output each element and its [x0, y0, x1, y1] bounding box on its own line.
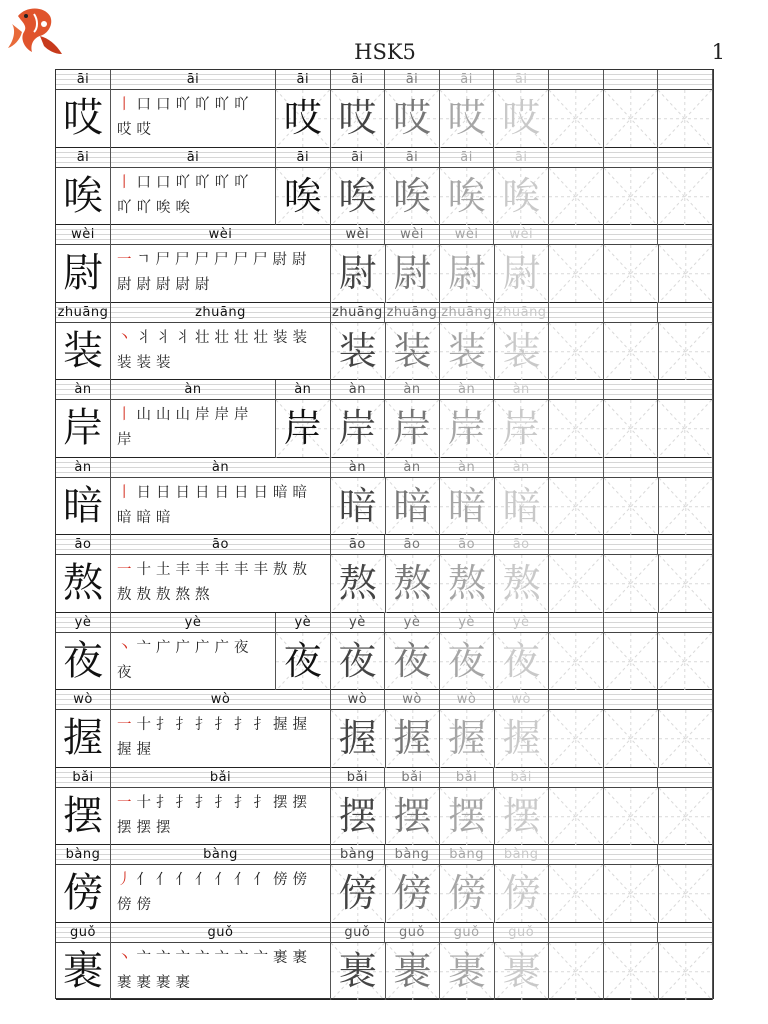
character-row [56, 788, 713, 846]
page-number: 1 [711, 40, 725, 64]
blank-practice-cell[interactable] [658, 90, 713, 148]
pinyin-practice-cell: yè [494, 613, 549, 633]
practice-entry [56, 380, 713, 458]
pinyin-practice-cell [549, 380, 604, 400]
pinyin-practice-cell: àn [440, 380, 495, 400]
pinyin-practice-cell [658, 380, 713, 400]
trace-cell[interactable]: 握 [386, 710, 441, 768]
practice-sheet [55, 69, 714, 999]
pinyin-practice-cell: āo [494, 535, 549, 555]
pinyin-row [56, 225, 713, 245]
stroke-order: 一十扌扌扌扌扌扌握握握握 [111, 710, 331, 768]
pinyin-practice-cell: wèi [385, 225, 440, 245]
pinyin-main: wèi [56, 225, 111, 245]
practice-entry [56, 303, 713, 381]
pinyin-practice-cell: āi [385, 70, 440, 90]
blank-practice-cell[interactable] [659, 478, 714, 536]
model-character: 岸 [56, 400, 111, 458]
blank-practice-cell[interactable] [549, 245, 604, 303]
blank-practice-cell[interactable] [549, 168, 604, 226]
pinyin-practice-cell [658, 690, 713, 710]
practice-entry [56, 845, 713, 923]
pinyin-practice-cell: wò [331, 690, 386, 710]
pinyin-main: bàng [56, 845, 111, 865]
pinyin-practice-cell: àn [385, 458, 440, 478]
pinyin-practice-cell [604, 845, 659, 865]
model-character: 傍 [56, 865, 111, 923]
blank-practice-cell[interactable] [604, 478, 659, 536]
pinyin-practice-cell [604, 303, 659, 323]
pinyin-practice-cell [604, 380, 659, 400]
pinyin-practice-cell: yè [331, 613, 386, 633]
stroke-order: 丿亻亻亻亻亻亻亻傍傍傍傍 [111, 865, 331, 923]
pinyin-row [56, 380, 713, 400]
trace-cell[interactable]: 暗 [331, 478, 386, 536]
trace-cell[interactable]: 裹 [440, 943, 495, 1001]
pinyin-main: bǎi [56, 768, 111, 788]
pinyin-stroke-header: guǒ [111, 923, 331, 943]
pinyin-row [56, 923, 713, 943]
pinyin-practice-cell: āi [385, 148, 440, 168]
pinyin-practice-cell: āi [440, 148, 495, 168]
pinyin-practice-cell [549, 535, 604, 555]
pinyin-practice-cell: bàng [385, 845, 440, 865]
pinyin-practice-cell [604, 148, 659, 168]
trace-cell[interactable]: 装 [386, 323, 441, 381]
pinyin-stroke-header: àn [111, 458, 331, 478]
pinyin-main: āo [56, 535, 111, 555]
pinyin-practice-cell: àn [331, 458, 386, 478]
pinyin-practice-cell [549, 845, 604, 865]
trace-cell[interactable]: 岸 [331, 400, 386, 458]
trace-cell[interactable]: 摆 [331, 788, 386, 846]
pinyin-practice-cell: āi [494, 148, 549, 168]
pinyin-practice-cell: guǒ [494, 923, 549, 943]
blank-practice-cell[interactable] [658, 400, 713, 458]
pinyin-practice-cell [658, 535, 713, 555]
stroke-order: 丶亠亠亠亠亠亠亠裹裹裹裹裹裹 [111, 943, 331, 1001]
character-row [56, 168, 713, 226]
model-character: 唉 [56, 168, 111, 226]
pinyin-practice-cell [549, 923, 604, 943]
blank-practice-cell[interactable] [549, 478, 604, 536]
trace-cell[interactable]: 摆 [495, 788, 550, 846]
practice-entry [56, 768, 713, 846]
blank-practice-cell[interactable] [549, 788, 604, 846]
practice-entry [56, 535, 713, 613]
pinyin-practice-cell: zhuāng [440, 303, 495, 323]
pinyin-practice-cell [604, 70, 659, 90]
character-row [56, 478, 713, 536]
practice-entry [56, 613, 713, 691]
trace-cell[interactable]: 哎 [276, 90, 331, 148]
pinyin-practice-cell: āo [385, 535, 440, 555]
pinyin-practice-cell: āi [331, 70, 386, 90]
trace-cell[interactable]: 裹 [331, 943, 386, 1001]
stroke-order: 丶亠广广广广夜夜 [111, 633, 276, 691]
model-character: 暗 [56, 478, 111, 536]
pinyin-main: guǒ [56, 923, 111, 943]
blank-practice-cell[interactable] [659, 245, 714, 303]
pinyin-practice-cell [658, 70, 713, 90]
character-row [56, 943, 713, 1001]
character-row [56, 555, 713, 613]
character-row [56, 865, 713, 923]
pinyin-practice-cell: guǒ [331, 923, 386, 943]
trace-cell[interactable]: 唉 [440, 168, 495, 226]
character-row [56, 633, 713, 691]
pinyin-practice-cell: àn [494, 380, 549, 400]
blank-practice-cell[interactable] [604, 90, 659, 148]
trace-cell[interactable]: 摆 [386, 788, 441, 846]
model-character: 握 [56, 710, 111, 768]
trace-cell[interactable]: 傍 [440, 865, 495, 923]
character-row [56, 90, 713, 148]
pinyin-practice-cell: wèi [331, 225, 386, 245]
pinyin-stroke-header: bǎi [111, 768, 331, 788]
pinyin-practice-cell [549, 690, 604, 710]
practice-entry [56, 923, 713, 1001]
pinyin-stroke-header: yè [111, 613, 276, 633]
trace-cell[interactable]: 熬 [386, 555, 441, 613]
trace-cell[interactable]: 唉 [276, 168, 331, 226]
pinyin-practice-cell: āi [331, 148, 386, 168]
pinyin-practice-cell [658, 303, 713, 323]
practice-entry [56, 225, 713, 303]
stroke-order: 丨山山山岸岸岸岸 [111, 400, 276, 458]
blank-practice-cell[interactable] [549, 710, 604, 768]
pinyin-practice-cell [604, 768, 659, 788]
trace-cell[interactable]: 摆 [440, 788, 495, 846]
pinyin-practice-cell: zhuāng [331, 303, 386, 323]
pinyin-stroke-header: wò [111, 690, 331, 710]
model-character: 裹 [56, 943, 111, 1001]
blank-practice-cell[interactable] [604, 323, 659, 381]
trace-cell[interactable]: 暗 [495, 478, 550, 536]
pinyin-stroke-header: zhuāng [111, 303, 331, 323]
trace-cell[interactable]: 唉 [331, 168, 386, 226]
pinyin-practice-cell: yè [385, 613, 440, 633]
pinyin-practice-cell: àn [385, 380, 440, 400]
trace-cell[interactable]: 暗 [386, 478, 441, 536]
stroke-order: 丶丬丬丬壮壮壮壮装装装装装 [111, 323, 331, 381]
pinyin-row [56, 690, 713, 710]
pinyin-practice-cell: yè [276, 613, 331, 633]
pinyin-practice-cell: bǎi [494, 768, 549, 788]
pinyin-practice-cell [658, 613, 713, 633]
pinyin-practice-cell [604, 225, 659, 245]
pinyin-main: wò [56, 690, 111, 710]
trace-cell[interactable]: 装 [331, 323, 386, 381]
pinyin-stroke-header: āo [111, 535, 331, 555]
pinyin-row [56, 70, 713, 90]
pinyin-practice-cell: āo [440, 535, 495, 555]
blank-practice-cell[interactable] [604, 788, 659, 846]
trace-cell[interactable]: 夜 [331, 633, 386, 691]
trace-cell[interactable]: 裹 [386, 943, 441, 1001]
pinyin-practice-cell [658, 148, 713, 168]
pinyin-row [56, 845, 713, 865]
stroke-order: 丨口口吖吖吖吖吖吖唉唉 [111, 168, 276, 226]
pinyin-practice-cell: wò [494, 690, 549, 710]
pinyin-practice-cell: àn [276, 380, 331, 400]
trace-cell[interactable]: 握 [495, 710, 550, 768]
model-character: 夜 [56, 633, 111, 691]
stroke-order: 丨日日日日日日日暗暗暗暗暗 [111, 478, 331, 536]
trace-cell[interactable]: 岸 [385, 400, 440, 458]
pinyin-practice-cell: guǒ [385, 923, 440, 943]
trace-cell[interactable]: 装 [495, 323, 550, 381]
pinyin-practice-cell: wèi [440, 225, 495, 245]
koi-fish-icon [4, 4, 66, 64]
trace-cell[interactable]: 岸 [276, 400, 331, 458]
pinyin-practice-cell: àn [494, 458, 549, 478]
pinyin-main: àn [56, 458, 111, 478]
trace-cell[interactable]: 熬 [440, 555, 495, 613]
pinyin-main: zhuāng [56, 303, 111, 323]
trace-cell[interactable]: 尉 [495, 245, 550, 303]
blank-practice-cell[interactable] [549, 323, 604, 381]
character-row [56, 245, 713, 303]
pinyin-practice-cell [658, 845, 713, 865]
blank-practice-cell[interactable] [604, 245, 659, 303]
trace-cell[interactable]: 夜 [494, 633, 549, 691]
pinyin-practice-cell: bàng [440, 845, 495, 865]
practice-entry [56, 690, 713, 768]
pinyin-main: àn [56, 380, 111, 400]
trace-cell[interactable]: 傍 [331, 865, 386, 923]
model-character: 尉 [56, 245, 111, 303]
pinyin-practice-cell: àn [331, 380, 386, 400]
pinyin-practice-cell [549, 148, 604, 168]
blank-practice-cell[interactable] [659, 788, 714, 846]
pinyin-practice-cell [549, 768, 604, 788]
pinyin-practice-cell: āi [276, 148, 331, 168]
pinyin-stroke-header: wèi [111, 225, 331, 245]
stroke-order: 一ㄱ尸尸尸尸尸尸尉尉尉尉尉尉尉 [111, 245, 331, 303]
practice-entry [56, 458, 713, 536]
blank-practice-cell[interactable] [549, 400, 604, 458]
pinyin-stroke-header: āi [111, 148, 276, 168]
blank-practice-cell[interactable] [549, 90, 604, 148]
blank-practice-cell[interactable] [658, 633, 713, 691]
pinyin-practice-cell: bǎi [385, 768, 440, 788]
pinyin-practice-cell [658, 225, 713, 245]
trace-cell[interactable]: 哎 [494, 90, 549, 148]
blank-practice-cell[interactable] [604, 943, 659, 1001]
pinyin-practice-cell [604, 535, 659, 555]
pinyin-stroke-header: bàng [111, 845, 331, 865]
pinyin-practice-cell: wèi [494, 225, 549, 245]
pinyin-practice-cell [549, 225, 604, 245]
pinyin-practice-cell: bǎi [331, 768, 386, 788]
pinyin-stroke-header: āi [111, 70, 276, 90]
trace-cell[interactable]: 握 [331, 710, 386, 768]
blank-practice-cell[interactable] [659, 943, 714, 1001]
trace-cell[interactable]: 哎 [385, 90, 440, 148]
pinyin-row [56, 535, 713, 555]
trace-cell[interactable]: 岸 [494, 400, 549, 458]
blank-practice-cell[interactable] [659, 323, 714, 381]
pinyin-main: āi [56, 148, 111, 168]
pinyin-practice-cell [658, 768, 713, 788]
trace-cell[interactable]: 裹 [495, 943, 550, 1001]
pinyin-practice-cell: āi [276, 70, 331, 90]
blank-practice-cell[interactable] [604, 633, 659, 691]
pinyin-row [56, 303, 713, 323]
trace-cell[interactable]: 暗 [440, 478, 495, 536]
trace-cell[interactable]: 夜 [385, 633, 440, 691]
character-row [56, 400, 713, 458]
pinyin-practice-cell: āi [494, 70, 549, 90]
character-row [56, 323, 713, 381]
pinyin-practice-cell [549, 303, 604, 323]
pinyin-practice-cell: wò [385, 690, 440, 710]
trace-cell[interactable]: 尉 [440, 245, 495, 303]
pinyin-practice-cell [658, 458, 713, 478]
trace-cell[interactable]: 傍 [495, 865, 550, 923]
model-character: 熬 [56, 555, 111, 613]
blank-practice-cell[interactable] [549, 555, 604, 613]
pinyin-practice-cell: āo [331, 535, 386, 555]
pinyin-row [56, 148, 713, 168]
pinyin-row [56, 458, 713, 478]
page-title: HSK5 [354, 40, 416, 64]
pinyin-row [56, 768, 713, 788]
blank-practice-cell[interactable] [549, 633, 604, 691]
trace-cell[interactable]: 熬 [331, 555, 386, 613]
blank-practice-cell[interactable] [659, 865, 714, 923]
pinyin-practice-cell: zhuāng [494, 303, 549, 323]
blank-practice-cell[interactable] [659, 710, 714, 768]
trace-cell[interactable]: 哎 [440, 90, 495, 148]
trace-cell[interactable]: 唉 [494, 168, 549, 226]
character-row [56, 710, 713, 768]
blank-practice-cell[interactable] [549, 943, 604, 1001]
blank-practice-cell[interactable] [549, 865, 604, 923]
pinyin-stroke-header: àn [111, 380, 276, 400]
model-character: 哎 [56, 90, 111, 148]
blank-practice-cell[interactable] [658, 168, 713, 226]
pinyin-practice-cell [604, 690, 659, 710]
pinyin-practice-cell [604, 613, 659, 633]
practice-entry [56, 148, 713, 226]
blank-practice-cell[interactable] [604, 168, 659, 226]
model-character: 摆 [56, 788, 111, 846]
trace-cell[interactable]: 装 [440, 323, 495, 381]
pinyin-practice-cell: bǎi [440, 768, 495, 788]
pinyin-practice-cell [549, 458, 604, 478]
trace-cell[interactable]: 熬 [495, 555, 550, 613]
trace-cell[interactable]: 夜 [276, 633, 331, 691]
pinyin-practice-cell [549, 70, 604, 90]
pinyin-practice-cell: zhuāng [385, 303, 440, 323]
trace-cell[interactable]: 尉 [386, 245, 441, 303]
blank-practice-cell[interactable] [604, 710, 659, 768]
trace-cell[interactable]: 尉 [331, 245, 386, 303]
model-character: 装 [56, 323, 111, 381]
pinyin-practice-cell: wò [440, 690, 495, 710]
trace-cell[interactable]: 唉 [385, 168, 440, 226]
stroke-order: 一十土丰丰丰丰丰敖敖敖敖敖熬熬 [111, 555, 331, 613]
pinyin-practice-cell [604, 923, 659, 943]
blank-practice-cell[interactable] [604, 865, 659, 923]
pinyin-practice-cell [604, 458, 659, 478]
stroke-order: 一十扌扌扌扌扌扌摆摆摆摆摆 [111, 788, 331, 846]
blank-practice-cell[interactable] [604, 555, 659, 613]
stroke-order: 丨口口吖吖吖吖哎哎 [111, 90, 276, 148]
pinyin-practice-cell: āi [440, 70, 495, 90]
pinyin-practice-cell: àn [440, 458, 495, 478]
trace-cell[interactable]: 夜 [440, 633, 495, 691]
pinyin-row [56, 613, 713, 633]
pinyin-practice-cell: yè [440, 613, 495, 633]
pinyin-practice-cell [658, 923, 713, 943]
pinyin-practice-cell: bàng [494, 845, 549, 865]
trace-cell[interactable]: 岸 [440, 400, 495, 458]
pinyin-practice-cell [549, 613, 604, 633]
pinyin-main: āi [56, 70, 111, 90]
pinyin-practice-cell: bàng [331, 845, 386, 865]
trace-cell[interactable]: 哎 [331, 90, 386, 148]
pinyin-practice-cell: guǒ [440, 923, 495, 943]
blank-practice-cell[interactable] [604, 400, 659, 458]
trace-cell[interactable]: 傍 [386, 865, 441, 923]
blank-practice-cell[interactable] [659, 555, 714, 613]
practice-entry [56, 70, 713, 148]
trace-cell[interactable]: 握 [440, 710, 495, 768]
pinyin-main: yè [56, 613, 111, 633]
